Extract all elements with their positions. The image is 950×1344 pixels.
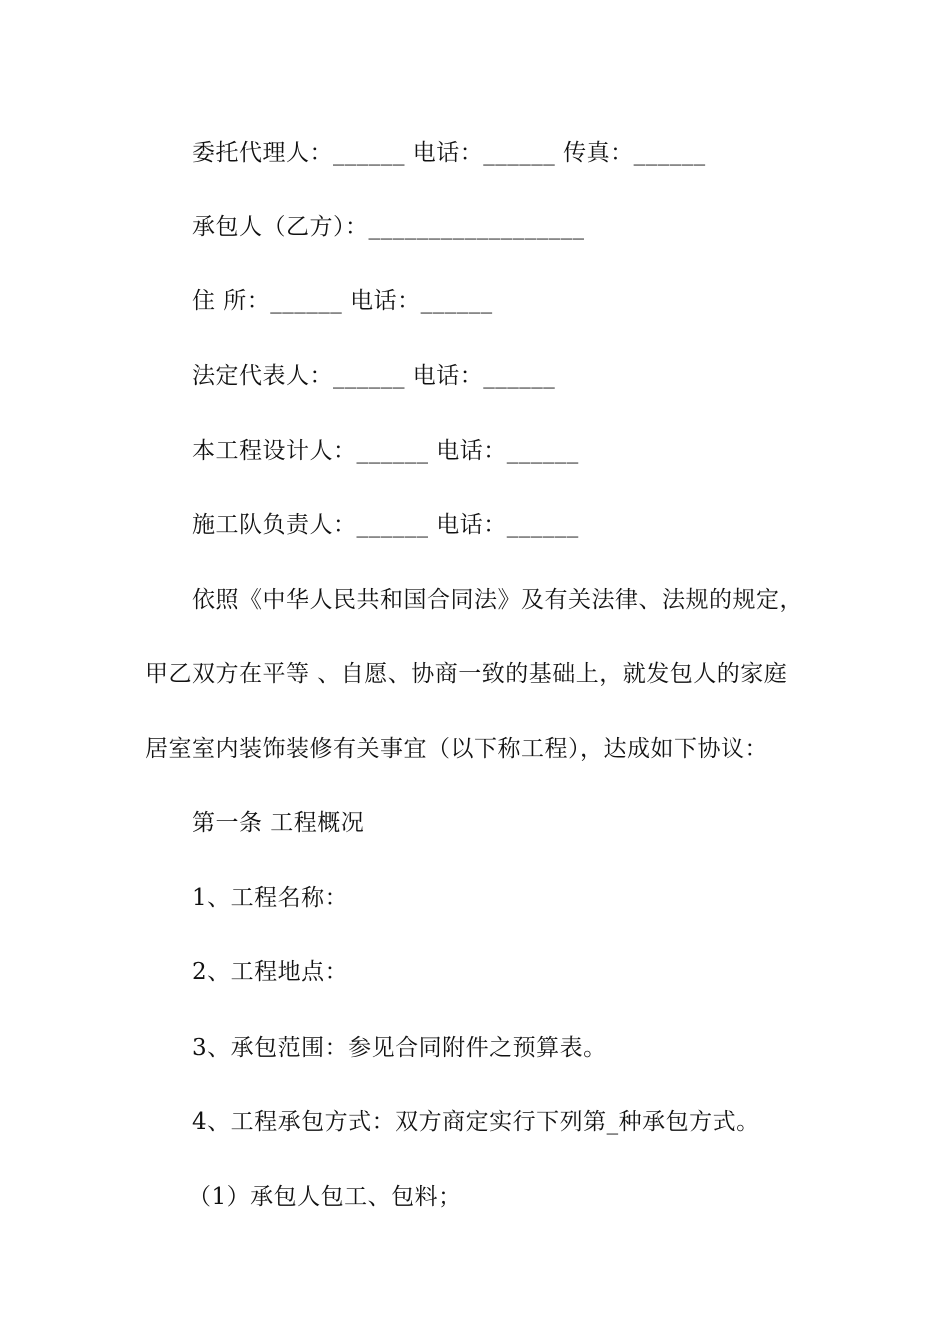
contract-option-1-line: （1）承包人包工、包料；	[188, 1184, 462, 1210]
article-1-heading: 第一条 工程概况	[192, 810, 365, 836]
contract-scope-line: 3、承包范围：参见合同附件之预算表。	[192, 1035, 607, 1061]
designer-line: 本工程设计人：______ 电话：______	[192, 438, 579, 464]
legal-representative-line: 法定代表人：______ 电话：______	[192, 363, 556, 389]
address-line: 住 所：______ 电话：______	[192, 288, 493, 314]
contractor-line: 承包人（乙方）：__________________	[192, 214, 585, 240]
construction-lead-line: 施工队负责人：______ 电话：______	[192, 512, 579, 538]
paragraph-line-3: 居室室内装饰装修有关事宜（以下称工程），达成如下协议：	[145, 736, 768, 762]
project-name-line: 1、工程名称：	[192, 885, 349, 911]
paragraph-line-1: 依照《中华人民共和国合同法》及有关法律、法规的规定，	[192, 587, 803, 613]
contract-method-line: 4、工程承包方式：双方商定实行下列第_种承包方式。	[192, 1109, 760, 1135]
paragraph-line-2: 甲乙双方在平等 、自愿、协商一致的基础上，就发包人的家庭	[145, 661, 788, 687]
project-location-line: 2、工程地点：	[192, 959, 349, 985]
agent-line: 委托代理人：______ 电话：______ 传真：______	[192, 140, 706, 166]
